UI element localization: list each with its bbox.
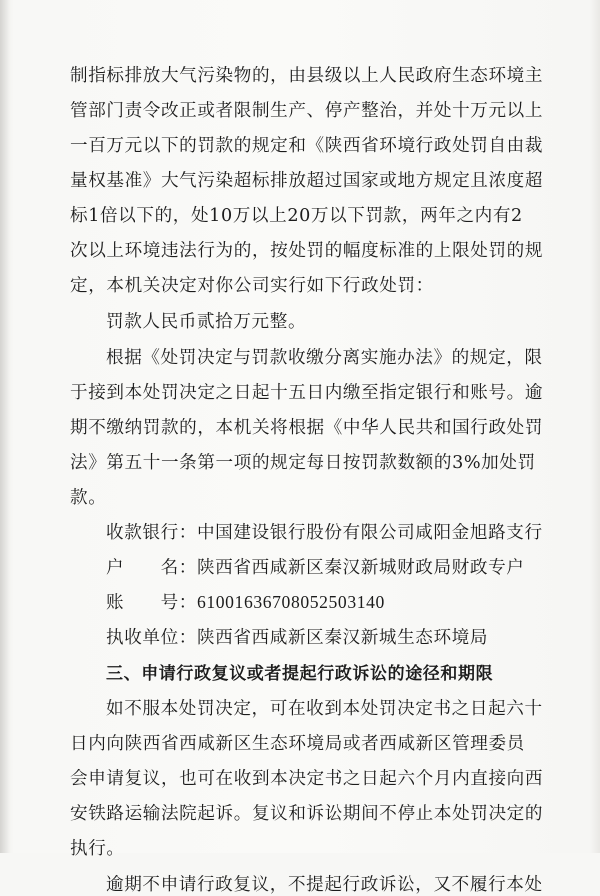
paragraph-line: 会申请复议，也可在收到本决定书之日起六个月内直接向西 — [70, 769, 544, 789]
paragraph-line: 安铁路运输法院起诉。复议和诉讼期间不停止本处罚决定的 — [70, 804, 544, 824]
paragraph-line: 量权基准》大气污染超标排放超过国家或地方规定且浓度超 — [70, 171, 544, 191]
paragraph-line: 日内向陕西省西咸新区生态环境局或者西咸新区管理委员 — [70, 734, 525, 754]
account-name: 户 名：陕西省西咸新区秦汉新城财政局财政专户 — [106, 558, 525, 578]
paragraph-line: 如不服本处罚决定，可在收到本处罚决定书之日起六十 — [106, 699, 543, 719]
paragraph-line: 执行。 — [70, 839, 125, 859]
paragraph-line: 标1倍以下的，处10万以上20万以下罚款，两年之内有2 — [70, 206, 523, 226]
paragraph-line: 定，本机关决定对你公司实行如下行政处罚： — [70, 276, 434, 296]
paragraph-line: 根据《处罚决定与罚款收缴分离实施办法》的规定，限 — [106, 348, 543, 368]
page-edge-shadow — [0, 0, 10, 853]
paragraph-line: 法》第五十一条第一项的规定每日按罚款数额的3%加处罚 — [70, 453, 536, 473]
paragraph-line: 制指标排放大气污染物的，由县级以上人民政府生态环境主 — [70, 66, 544, 86]
account-number: 账 号：61001636708052503140 — [106, 592, 385, 612]
paragraph-line: 管部门责令改正或者限制生产、停产整治，并处十万元以上 — [70, 101, 544, 121]
paragraph-line: 于接到本处罚决定之日起十五日内缴至指定银行和账号。逾 — [70, 383, 544, 403]
penalty-amount: 罚款人民币贰拾万元整。 — [106, 312, 307, 332]
paragraph-line: 期不缴纳罚款的，本机关将根据《中华人民共和国行政处罚 — [70, 418, 544, 438]
section-heading: 三、申请行政复议或者提起行政诉讼的途径和期限 — [106, 664, 494, 684]
collecting-unit: 执收单位：陕西省西咸新区秦汉新城生态环境局 — [106, 628, 489, 648]
payee-bank: 收款银行：中国建设银行股份有限公司咸阳金旭路支行 — [106, 523, 543, 543]
paragraph-line: 款。 — [70, 488, 107, 508]
paragraph-line: 次以上环境违法行为的，按处罚的幅度标准的上限处罚的规 — [70, 241, 544, 261]
paragraph-line: 一百万元以下的罚款的规定和《陕西省环境行政处罚自由裁 — [70, 136, 544, 156]
paragraph-line: 逾期不申请行政复议，不提起行政诉讼，又不履行本处 — [106, 875, 543, 895]
